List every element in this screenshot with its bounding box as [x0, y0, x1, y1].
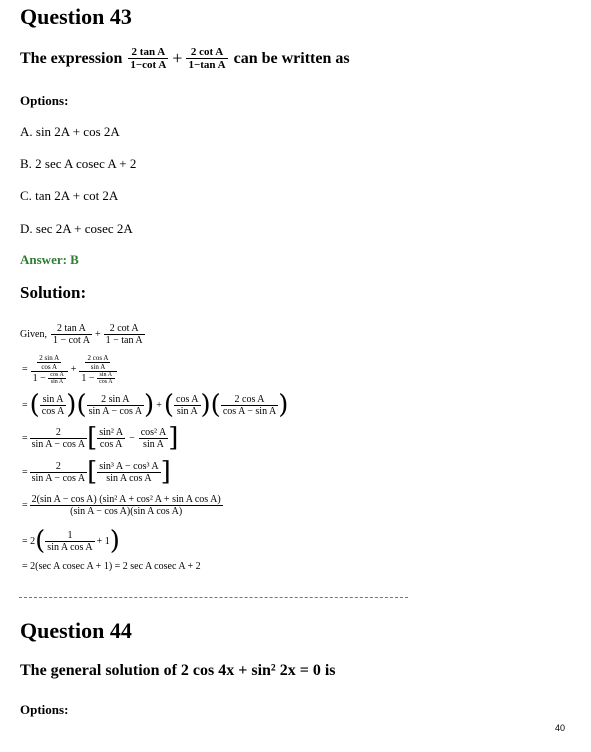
stem-fraction-1: [128, 46, 168, 71]
sol2-f1-den-num: cos A: [50, 372, 64, 378]
stem-plus: +: [172, 48, 183, 68]
sol4-g-num: sin² A: [99, 426, 124, 438]
sol4-frac-f: [30, 427, 87, 450]
question-44-title: Question 44: [20, 618, 132, 643]
given-label: Given,: [20, 329, 47, 340]
solution-line-7: = 2 ( $\frac{1}{\text{sin A cos A}}$ + 1 ): [22, 526, 120, 556]
sol2-f1-den-pre: 1 −: [32, 372, 46, 384]
sol1-plus: +: [94, 329, 101, 340]
question-divider: [19, 597, 408, 598]
sol4-frac-h: [139, 427, 169, 450]
sol5-frac-f: [30, 461, 87, 484]
sol1-frac1: [51, 323, 92, 346]
sol3-a-den: cos A: [41, 405, 65, 417]
stem-after: can be written as: [233, 49, 350, 67]
question-44-options-label: Options:: [20, 702, 69, 717]
sol5-g-num: sin³ A − cos³ A: [99, 460, 159, 472]
answer-label: Answer: B: [20, 252, 79, 267]
question-44-stem: The general solution of 2 cos 4x + sin² 2x = 0 is: [20, 662, 336, 679]
stem-before: The expression: [20, 49, 123, 67]
stem-fraction-2: [186, 46, 227, 71]
solution-line-1: [20, 323, 145, 346]
solution-title: Solution:: [20, 283, 87, 302]
sol6-num: 2(sin A − cos A) (sin² A + cos² A + sin A cos A): [31, 494, 221, 505]
sol4-frac-g: [97, 427, 125, 450]
sol4-f-den: sin A − cos A: [31, 438, 86, 450]
sol4-h-den: sin A: [139, 438, 169, 450]
sol4-g-den: cos A: [97, 438, 125, 450]
solution-line-2: = $\frac{\text{2 sin A}}{\text{cos A}}$ 1 − $\frac{\text{cos A}}{\text{sin A}}$ + $\frac{\text{2 cos A}}{\text{sin A}}$ 1 − $\frac{\text{sin A}}{\text{cos A}}$: [22, 354, 117, 385]
sol1-frac2-num: 2 cot A: [109, 323, 139, 334]
option-a: A. sin 2A + cos 2A: [20, 124, 120, 139]
sol7-frac: [45, 530, 94, 553]
stem-frac1-num: 2 tan A: [131, 46, 166, 58]
sol1-frac1-num: 2 tan A: [57, 323, 86, 334]
option-c: C. tan 2A + cot 2A: [20, 188, 119, 203]
sol6-den: (sin A − cos A)(sin A cos A): [30, 505, 223, 517]
sol3-b-num: 2 sin A: [101, 393, 130, 405]
question-43-title: Question 43: [20, 4, 132, 29]
sol2-frac1: [31, 354, 68, 385]
sol1-frac2: [104, 323, 145, 346]
solution-line-4: = $\frac{2}{\text{sin A − cos A}}$ [ $\frac{\text{sin² A}}{\text{cos A}}$ − $\frac{\text{cos² A}}{\text{sin A}}$ ]: [22, 423, 179, 453]
solution-line-6: = $\frac{\text{2(sin A − cos A) (sin² A + cos² A + sin A cos A)}}{\text{(sin A − cos A)(sin A cos A)}}$: [22, 494, 221, 517]
sol3-frac-a: [40, 394, 67, 417]
sol5-f-den: sin A − cos A: [31, 472, 86, 484]
sol2-f1-den-den: sin A: [48, 378, 66, 385]
sol3-e-num: 2 cos A: [234, 393, 265, 405]
sol5-f-num: 2: [55, 460, 61, 472]
sol3-frac-e: [221, 394, 278, 417]
sol3-frac-b: [87, 394, 144, 417]
options-label: Options:: [20, 93, 69, 108]
sol2-f2-den-num: sin A: [99, 372, 113, 378]
solution-line-5: = $\frac{2}{\text{sin A − cos A}}$ [ $\frac{\text{sin³ A − cos³ A}}{\text{sin A cos A}}$ ]: [22, 457, 171, 487]
sol2-f1-top: 2 sin A: [39, 354, 60, 362]
option-b: B. 2 sec A cosec A + 2: [20, 156, 137, 171]
sol5-frac-g: [97, 461, 160, 484]
sol3-e-den: cos A − sin A: [222, 405, 277, 417]
question-43-stem: [20, 46, 350, 71]
sol5-g-den: sin A cos A: [97, 472, 160, 484]
sol2-f2-den-den: cos A: [99, 379, 113, 385]
sol3-c-num: cos A: [176, 393, 199, 405]
sol2-f2-den-pre: 1 −: [81, 372, 95, 384]
solution-line-3: = ( $\frac{\text{sin A}}{\text{cos A}}$ ) ( $\frac{\text{2 sin A}}{\text{sin A − cos A}}$ ) + ( $\frac{\text{cos A}}{\text{sin A}}$ ) ( $\frac{\text{2 cos A}}{\text{cos A − sin A}}$ ): [22, 390, 289, 420]
sol7-den: sin A cos A: [47, 541, 93, 553]
sol4-h-num: cos² A: [140, 426, 167, 438]
sol7-post: + 1: [96, 535, 110, 547]
stem-frac2-num: 2 cot A: [190, 46, 224, 58]
sol2-f1-bot: cos A: [37, 362, 61, 371]
sol3-frac-c: [174, 394, 201, 417]
stem-frac2-den: 1−tan A: [188, 59, 226, 71]
sol3-b-den: sin A − cos A: [88, 405, 143, 417]
sol3-c-den: sin A: [174, 405, 201, 417]
stem-frac1-den: 1−cot A: [130, 59, 167, 71]
solution-line-8: = 2(sec A cosec A + 1) = 2 sec A cosec A + 2: [22, 561, 201, 572]
sol4-f-num: 2: [55, 426, 61, 438]
sol6-frac: [30, 494, 223, 517]
sol2-f2-top: 2 cos A: [87, 354, 109, 362]
sol7-pre: = 2: [22, 535, 36, 547]
sol2-f2-bot: sin A: [85, 362, 110, 371]
sol1-frac1-den: 1 − cot A: [52, 335, 90, 346]
option-d: D. sec 2A + cosec 2A: [20, 221, 133, 236]
sol2-frac2: [79, 354, 116, 385]
sol3-a-num: sin A: [42, 393, 64, 405]
page-number: 40: [555, 723, 566, 733]
sol7-num: 1: [67, 529, 73, 541]
sol1-frac2-den: 1 − tan A: [105, 335, 143, 346]
